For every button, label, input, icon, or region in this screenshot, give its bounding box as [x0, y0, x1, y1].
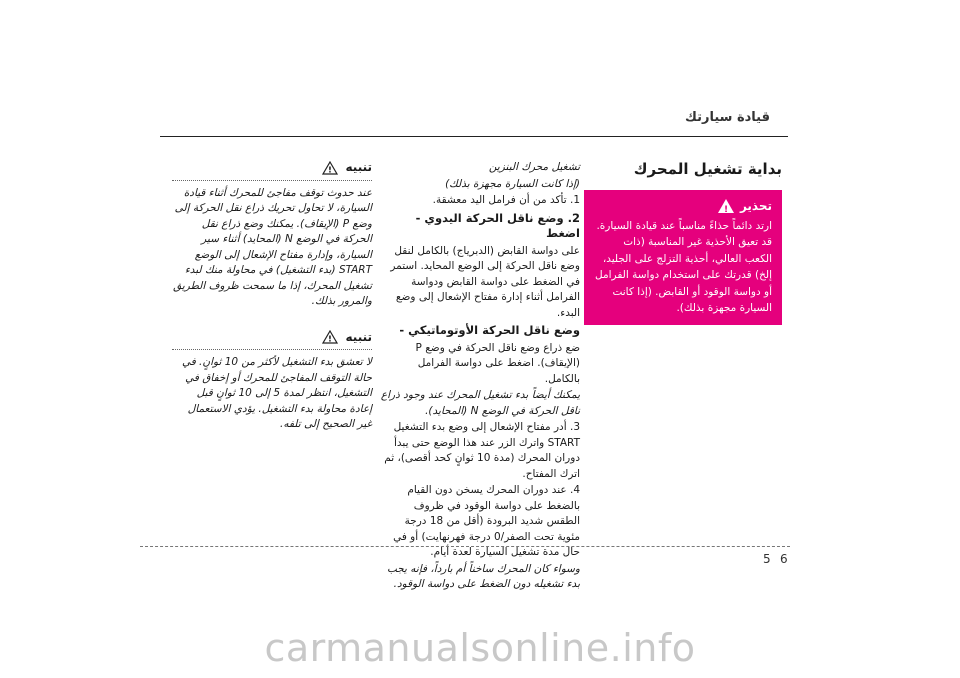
step-1: 1. تأكد من أن فرامل اليد معشقة. — [432, 194, 580, 206]
step-5: وسواء كان المحرك ساخناً أم بارداً، فإنه يجب بدء تشغيله دون الضغط على دواسة الوقود. — [386, 562, 580, 590]
header-rule — [160, 136, 788, 137]
step-4: 4. عند دوران المحرك يسخن دون القيام بالضغط على دواسة الوقود في ظروف الطقس شديد البرودة (أقل من 18 درجة مئوية تحت الصفر/0 درجة فهرنهايت) أو في حال مدة تشغيل السيارة لعدة أيام. — [393, 484, 580, 558]
running-header: قيادة سيارتك — [684, 110, 770, 125]
step-2-title: 2. وضع ناقل الحركة اليدوي - اضغط — [415, 210, 580, 240]
caution-triangle-icon — [322, 161, 338, 175]
caution-note-1 — [172, 160, 372, 310]
step-2b-note: يمكنك أيضاً بدء تشغيل المحرك عند وجود ذراع ناقل الحركة في الوضع N (المحايد). — [380, 389, 580, 417]
section-title: بداية تشغيل المحرك — [633, 160, 782, 178]
warning-text: ارتد دائماً حذاءً مناسباً عند قيادة السيارة. قد تعيق الأحذية غير المناسبة (ذات الكعب العالي، أحذية التزلج على الجليد، إلخ) قدرتك على استخدام دواسة الفرامل أو دواسة الوقود أو القابض. (إذا كانت السيارة مجهزة بذلك). — [595, 219, 772, 314]
right-column — [584, 160, 782, 325]
step-2b-body: ضع ذراع وضع ناقل الحركة في وضع P (الإيقاف). اضغط على دواسة الفرامل بالكامل. — [415, 341, 580, 385]
step-2b-title: وضع ناقل الحركة الأوتوماتيكي - — [399, 323, 580, 337]
warning-label: تحذير — [739, 199, 772, 213]
note-divider — [172, 349, 372, 350]
note-divider — [172, 180, 372, 181]
caution-note-2 — [172, 330, 372, 433]
intro-line-1: تشغيل محرك البنزين — [488, 161, 580, 173]
warning-heading — [594, 198, 772, 215]
warning-triangle-icon: ! — [718, 199, 734, 213]
step-2-body: على دواسة القابض (الدبرياج) بالكامل لنقل وضع ناقل الحركة إلى الوضع المحايد. استمر في الضغط على دواسة القابض ودواسة الفرامل أثناء إدارة مفتاح الإشعال إلى وضع البدء. — [390, 244, 580, 319]
left-column — [172, 160, 372, 433]
intro-line-2: (إذا كانت السيارة مجهزة بذلك) — [445, 177, 580, 190]
middle-column — [380, 160, 580, 594]
caution-label-1: تنبيه — [345, 160, 372, 174]
svg-text:!: ! — [327, 334, 332, 344]
caution-text-1: عند حدوث توقف مفاجئ للمحرك أثناء قيادة السيارة، لا تحاول تحريك ذراع نقل الحركة إلى وضع P (الإيقاف). يمكنك وضع ذراع نقل الحركة في الوضع N (المحايد) أثناء سير السيارة، وإدارة مفتاح الإشعال إلى الوضع START (بدء التشغيل) في محاولة منك لبدء تشغيل المحرك، إذا ما سمحت ظروف الطريق والمرور بذلك. — [173, 186, 372, 307]
page-number-page: 6 — [780, 552, 788, 566]
watermark: carmanualsonline.info — [264, 626, 696, 670]
svg-text:!: ! — [327, 165, 332, 175]
page-number-section: 5 — [763, 552, 771, 566]
caution-text-2: لا تعشق بدء التشغيل لأكثر من 10 ثوانٍ. في حالة التوقف المفاجئ للمحرك أو إخفاق في التشغيل، انتظر لمدة 5 إلى 10 ثوانٍ قبل إعادة محاولة بدء التشغيل. يؤدي الاستعمال غير الصحيح إلى تلفه. — [181, 356, 372, 430]
caution-heading-1 — [172, 160, 372, 176]
step-3: 3. أدر مفتاح الإشعال إلى وضع بدء التشغيل START واترك الزر عند هذا الوضع حتى يبدأ دوران المحرك (مدة 10 ثوانٍ كحد أقصى)، ثم اترك المفتاح. — [384, 421, 580, 480]
footer-rule — [140, 546, 790, 547]
caution-label-2: تنبيه — [345, 329, 372, 344]
caution-triangle-icon — [322, 330, 338, 344]
warning-box — [584, 190, 782, 325]
caution-heading-2 — [172, 330, 372, 346]
